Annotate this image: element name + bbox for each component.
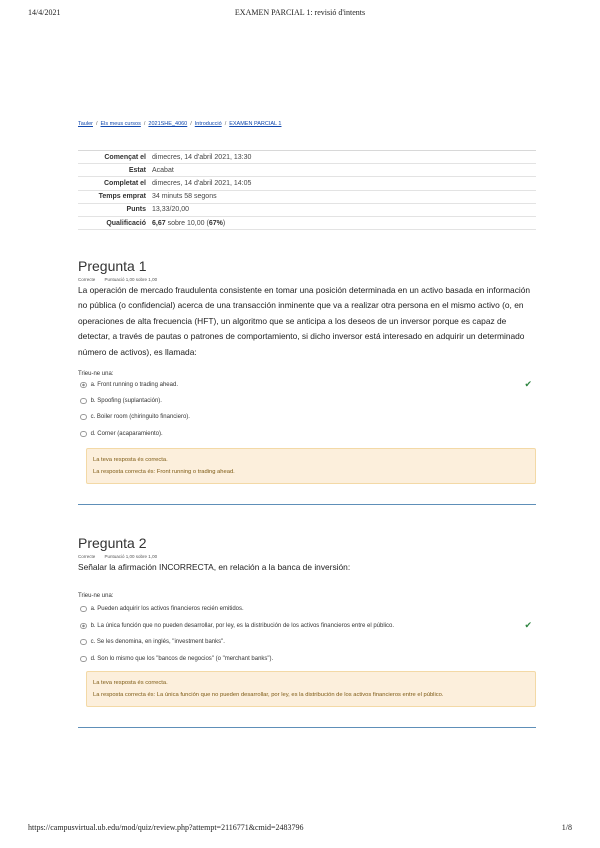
summary-row-grade [78, 216, 536, 230]
summary-value: 13,33/20,00 [152, 206, 189, 214]
option-label: b. Spoofing (suplantación). [90, 398, 162, 404]
summary-label: Qualificació [106, 219, 146, 227]
question-divider [78, 727, 536, 728]
answer-prompt: Trieu-ne una: [78, 371, 114, 377]
breadcrumb-link-course[interactable]: 2021SHE_4060 [148, 121, 188, 127]
question-title: Pregunta 2 [78, 535, 147, 551]
answer-feedback [86, 671, 536, 707]
answer-option-c[interactable] [78, 637, 536, 647]
breadcrumb-link-quiz[interactable]: EXAMEN PARCIAL 1 [229, 121, 282, 127]
answer-prompt: Trieu-ne una: [78, 593, 114, 599]
question-text: La operación de mercado fraudulenta consistente en tomar una posición determinada en un activo basada en información no pública (o confidencial) acerca de una transacción inminente que va a realizar otra persona en el mismo activo (o, en operaciones de alta frecuencia (HFT), un algoritmo que se anticipa a los deseos de un inversor porque es capaz de detectar, a través de pautas o patrones de comportamiento, si dicho inversor está interesado en adquirir un determinado número de activos), es llamada: [78, 285, 531, 357]
feedback-correct-answer: La resposta correcta és: La única función que no pueden desarrollar, por ley, es la distribución de los activos financieros entre el público. [93, 692, 444, 698]
question-score: Puntuació 1,00 sobre 1,00 [104, 277, 158, 282]
summary-label: Completat el [103, 179, 146, 187]
breadcrumb-link-my-courses[interactable]: Els meus cursos [100, 121, 141, 127]
question-text: Señalar la afirmación INCORRECTA, en relación a la banca de inversión: [78, 562, 351, 572]
radio-button[interactable] [80, 639, 87, 646]
option-label: a. Front running o trading ahead. [90, 382, 178, 388]
option-label: c. Boiler room (chiringuito financiero). [90, 414, 190, 420]
question-status: Correcte [78, 554, 96, 559]
print-footer [0, 823, 600, 835]
answer-feedback [86, 448, 536, 484]
answer-option-d[interactable] [78, 429, 536, 439]
feedback-correct-answer: La resposta correcta és: Front running o trading ahead. [93, 469, 235, 475]
option-label: d. Corner (acaparamiento). [90, 431, 163, 437]
check-icon: ✔ [524, 620, 532, 630]
print-page-number: 1/8 [561, 823, 572, 832]
grade-value: 6,67 [152, 219, 166, 227]
grade-end: ) [222, 219, 226, 227]
print-title: EXAMEN PARCIAL 1: revisió d'intents [234, 8, 366, 17]
summary-value: 34 minuts 58 segons [152, 193, 217, 201]
radio-button[interactable] [80, 656, 87, 663]
summary-row-state [78, 163, 536, 176]
answer-option-a[interactable] [78, 380, 536, 390]
question-1 [78, 258, 536, 508]
radio-button[interactable] [80, 398, 87, 405]
summary-label: Estat [128, 166, 146, 174]
grade-percent: 67% [208, 219, 223, 227]
print-header [0, 8, 600, 20]
question-divider [78, 504, 536, 505]
option-label: a. Pueden adquirir los activos financieros recién emitidos. [90, 606, 244, 612]
breadcrumb: Tauler / Els meus cursos / 2021SHE_4060 / Introducció / EXAMEN PARCIAL 1 [78, 121, 282, 127]
radio-button[interactable] [80, 623, 87, 630]
summary-label: Temps emprat [98, 193, 146, 201]
option-label: d. Son lo mismo que los "bancos de negocios" (o "merchant banks"). [90, 656, 274, 662]
summary-value-grade [146, 220, 225, 227]
question-score: Puntuació 1,00 sobre 1,00 [104, 554, 158, 559]
summary-value: dimecres, 14 d'abril 2021, 14:05 [152, 179, 252, 187]
grade-rest: sobre 10,00 ( [165, 219, 209, 227]
breadcrumb-link-section[interactable]: Introducció [194, 121, 222, 127]
print-url: https://campusvirtual.ub.edu/mod/quiz/review.php?attempt=2116771&cmid=2483796 [28, 823, 304, 832]
radio-button[interactable] [80, 382, 87, 389]
summary-row-started [78, 150, 536, 163]
answer-option-b[interactable] [78, 621, 536, 631]
radio-button[interactable] [80, 414, 87, 421]
answer-option-b[interactable] [78, 396, 536, 406]
summary-row-completed [78, 176, 536, 189]
summary-row-time-taken [78, 190, 536, 203]
check-icon: ✔ [524, 379, 532, 389]
summary-value: Acabat [152, 166, 174, 174]
summary-value: dimecres, 14 d'abril 2021, 13:30 [152, 153, 252, 161]
radio-button[interactable] [80, 431, 87, 438]
question-title: Pregunta 1 [78, 258, 147, 274]
option-label: c. Se les denomina, en inglés, "investment banks". [90, 639, 225, 645]
attempt-summary-table [78, 150, 536, 230]
question-status: Correcte [78, 277, 96, 282]
option-label: b. La única función que no pueden desarrollar, por ley, es la distribución de los activos financieros entre el público. [90, 623, 395, 629]
breadcrumb-link-dashboard[interactable]: Tauler [78, 121, 93, 127]
summary-label: Començat el [104, 153, 146, 161]
answer-option-d[interactable] [78, 654, 536, 664]
feedback-result: La teva resposta és correcta. [93, 680, 168, 686]
summary-label: Punts [126, 206, 146, 214]
question-meta [78, 554, 536, 560]
answer-option-c[interactable] [78, 412, 536, 422]
summary-row-marks [78, 203, 536, 216]
question-2 [78, 535, 536, 735]
feedback-result: La teva resposta és correcta. [93, 457, 168, 463]
answer-option-a[interactable] [78, 604, 536, 614]
print-date: 14/4/2021 [28, 8, 61, 17]
radio-button[interactable] [80, 606, 87, 613]
